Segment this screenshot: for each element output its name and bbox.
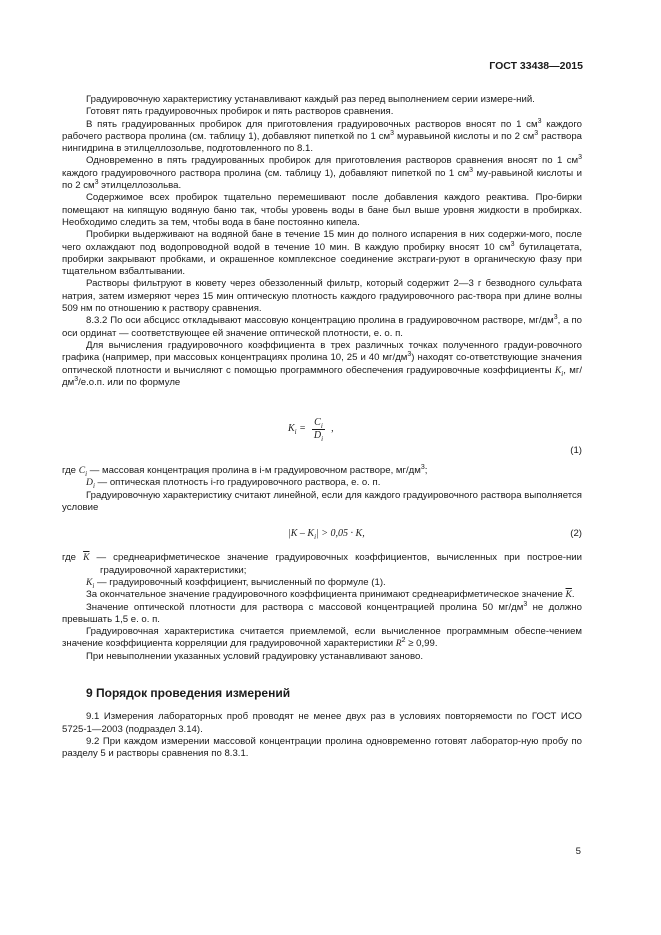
where-clause: $K_i$ — градуировочный коэффициент, вычисленный по формуле (1). bbox=[86, 576, 386, 590]
where-clause: где $C_i$ — массовая концентрация пролина в i-м градуировочном растворе, $мг/дм^3$; bbox=[62, 463, 428, 479]
paragraph: 9.1 Измерения лабораторных проб проводят не менее двух раз в условиях повторяемости по ГОСТ ИСО 5725-1—2003 (подраздел 3.14). bbox=[62, 711, 582, 735]
paragraph: Градуировочная характеристика считается приемлемой, если вычисленное программным обеспе-чением значение коэффициента корреляции для градуировочной характеристики $R^2 \ge 0,99$. bbox=[62, 626, 582, 650]
paragraph: За окончательное значение градуировочного коэффициента принимают среднеарифметическое значение $\overline{K}$. bbox=[86, 589, 575, 601]
paragraph: Градуировочную характеристику считают линейной, если для каждого градуировочного раствора выполняется условие bbox=[62, 489, 582, 514]
paragraph: 8.3.2 По оси абсцисс откладывают массовую концентрацию пролина в градуировочном растворе, $мг/дм^3$, а по оси ординат — соответствующее ей значение оптической плотности, е. о. п. bbox=[62, 314, 582, 339]
paragraph: В пять градуированных пробирок для приготовления градуировочных растворов вносят по 1 $см^3$ каждого рабочего раствора пролина (см. таблицу 1), добавляют пипеткой по 1 $см^3$ муравьиной кислоты и по 2 $см^3$ раствора нингидрина в этилцеллозольве, подготовленного по 8.1. bbox=[62, 117, 582, 155]
section-heading: 9 Порядок проведения измерений bbox=[86, 685, 291, 700]
formula-1-expression: $K_i$ = $\frac{C_i}{D_i}$ , bbox=[288, 417, 334, 444]
paragraph: Пробирки выдерживают на водяной бане в течение 15 мин до полного испарения в них содержи-мого, после чего охлаждают под водопроводной водой в течение 10 мин. В каждую пробирку вносят 10 $см^3$ бутилацетата, пробирки закрывают пробками, и окрашенное комплексное соединение экстраги-руют в органическую фазу при тщательном взбалтывании. bbox=[62, 229, 582, 278]
where-clause: $D_i$ — оптическая плотность i-го градуировочного раствора, е. о. п. bbox=[86, 477, 381, 491]
equation-number-1: (1) bbox=[570, 445, 582, 457]
paragraph: Для вычисления градуировочного коэффициента в трех различных точках полученного градуи-ровочного графика (например, при массовых концентрациях пролина 10, 25 и 40 $мг/дм^3$) находят со-ответствующие значения оптической плотности и вычисляют с помощью программного обеспечения градуировочные коэффициенты $K_i$, $мг/дм^3/е.о.п$. или по формуле bbox=[62, 339, 582, 388]
paragraph: Содержимое всех пробирок тщательно перемешивают после добавления каждого реактива. Про-бирки помещают на кипящую водяную баню так, чтобы уровень воды в бане был выше уровня жидкости в пробирках. Необходимо следить за тем, чтобы вода в бане постоянно кипела. bbox=[62, 192, 582, 228]
document-header: ГОСТ 33438—2015 bbox=[489, 60, 583, 72]
formula-2-expression: $|K - K_i| > 0,05 \cdot K$, bbox=[288, 528, 365, 542]
paragraph: Готовят пять градуировочных пробирок и пять растворов сравнения. bbox=[86, 106, 394, 118]
page-number: 5 bbox=[575, 846, 581, 857]
where-clause: где $\overline{K}$ — среднеарифметическое значение градуировочных коэффициентов, вычисленных при построе-нии градуировочной характеристики; bbox=[62, 552, 582, 576]
equation-number-2: (2) bbox=[570, 528, 582, 540]
formula-1 bbox=[62, 417, 582, 457]
paragraph: Растворы фильтруют в кювету через обеззоленный фильтр, который содержит 2—3 г безводного сульфата натрия, затем измеряют через 15 мин оптическую плотность каждого градуировочного рас-твора при длине волны 509 нм по отношению к раствору сравнения. bbox=[62, 278, 582, 315]
formula-2 bbox=[62, 528, 582, 542]
paragraph: 9.2 При каждом измерении массовой концентрации пролина одновременно готовят лаборатор-ную пробу по разделу 5 и растворы сравнения по 8.3.1. bbox=[62, 735, 582, 760]
paragraph: Одновременно в пять градуированных пробирок для приготовления растворов сравнения вносят по 1 $см^3$ каждого градуировочного раствора пролина (см. таблицу 1), добавляют пипеткой по 1 $см^3$ му-равьиной кислоты и по 2 $см^3$ этилцеллозольва. bbox=[62, 154, 582, 192]
paragraph: Градуировочную характеристику устанавливают каждый раз перед выполнением серии измере-ний. bbox=[86, 94, 535, 105]
paragraph: Значение оптической плотности для раствора с массовой концентрацией пролина 50 $мг/дм^3$ не должно превышать 1,5 е. о. п. bbox=[62, 600, 583, 625]
document-body bbox=[62, 94, 582, 760]
formula-1-fraction: $\frac{C_i}{D_i}$ bbox=[313, 417, 324, 444]
paragraph: При невыполнении указанных условий градуировку устанавливают заново. bbox=[86, 650, 424, 662]
